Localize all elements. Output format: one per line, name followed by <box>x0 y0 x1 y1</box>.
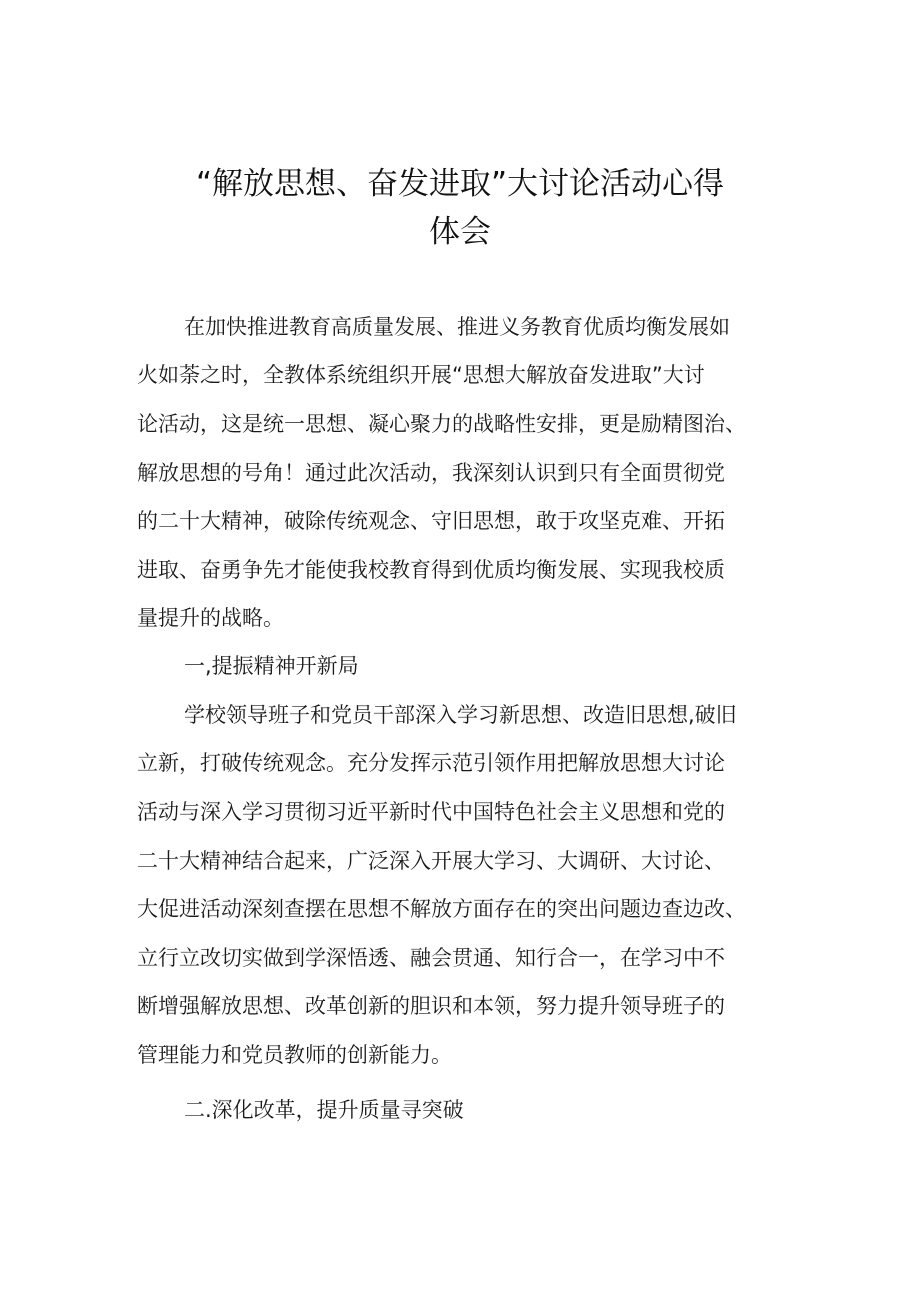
paragraph-line: 学校领导班子和党员干部深入学习新思想、改造旧思想,破旧 <box>184 703 737 727</box>
paragraph-line: 立新，打破传统观念。充分发挥示范引领作用把解放思想大讨论 <box>137 751 725 775</box>
paragraph-line: 论活动，这是统一思想、凝心聚力的战略性安排，更是励精图治、 <box>137 412 746 436</box>
section-heading-1: 一,提振精神开新局 <box>184 654 359 678</box>
paragraph-line: 量提升的战略。 <box>137 606 284 630</box>
paragraph-line: 的二十大精神，破除传统观念、守旧思想，敢于攻坚克难、开拓 <box>137 509 725 533</box>
document-title-line-2: 体会 <box>429 214 491 250</box>
paragraph-line: 管理能力和党员教师的创新能力。 <box>137 1043 452 1067</box>
paragraph-line: 断增强解放思想、改革创新的胆识和本领，努力提升领导班子的 <box>137 994 725 1018</box>
paragraph-line: 立行立改切实做到学深悟透、融会贯通、知行合一，在学习中不 <box>137 946 725 970</box>
section-heading-2: 二.深化改革，提升质量寻突破 <box>184 1098 464 1122</box>
paragraph-line: 活动与深入学习贯彻习近平新时代中国特色社会主义思想和党的 <box>137 800 725 824</box>
paragraph-line: 解放思想的号角！通过此次活动，我深刻认识到只有全面贯彻党 <box>137 461 725 485</box>
document-title-line-1: “解放思想、奋发进取”大讨论活动心得 <box>195 166 725 202</box>
paragraph-line: 二十大精神结合起来，广泛深入开展大学习、大调研、大讨论、 <box>137 849 725 873</box>
paragraph-line: 在加快推进教育高质量发展、推进义务教育优质均衡发展如 <box>184 315 730 339</box>
paragraph-line: 进取、奋勇争先才能使我校教育得到优质均衡发展、实现我校质 <box>137 558 725 582</box>
paragraph-line: 大促进活动深刻查摆在思想不解放方面存在的突出问题边查边改、 <box>137 897 746 921</box>
paragraph-line: 火如荼之时，全教体系统组织开展“思想大解放奋发进取”大讨 <box>137 363 705 387</box>
